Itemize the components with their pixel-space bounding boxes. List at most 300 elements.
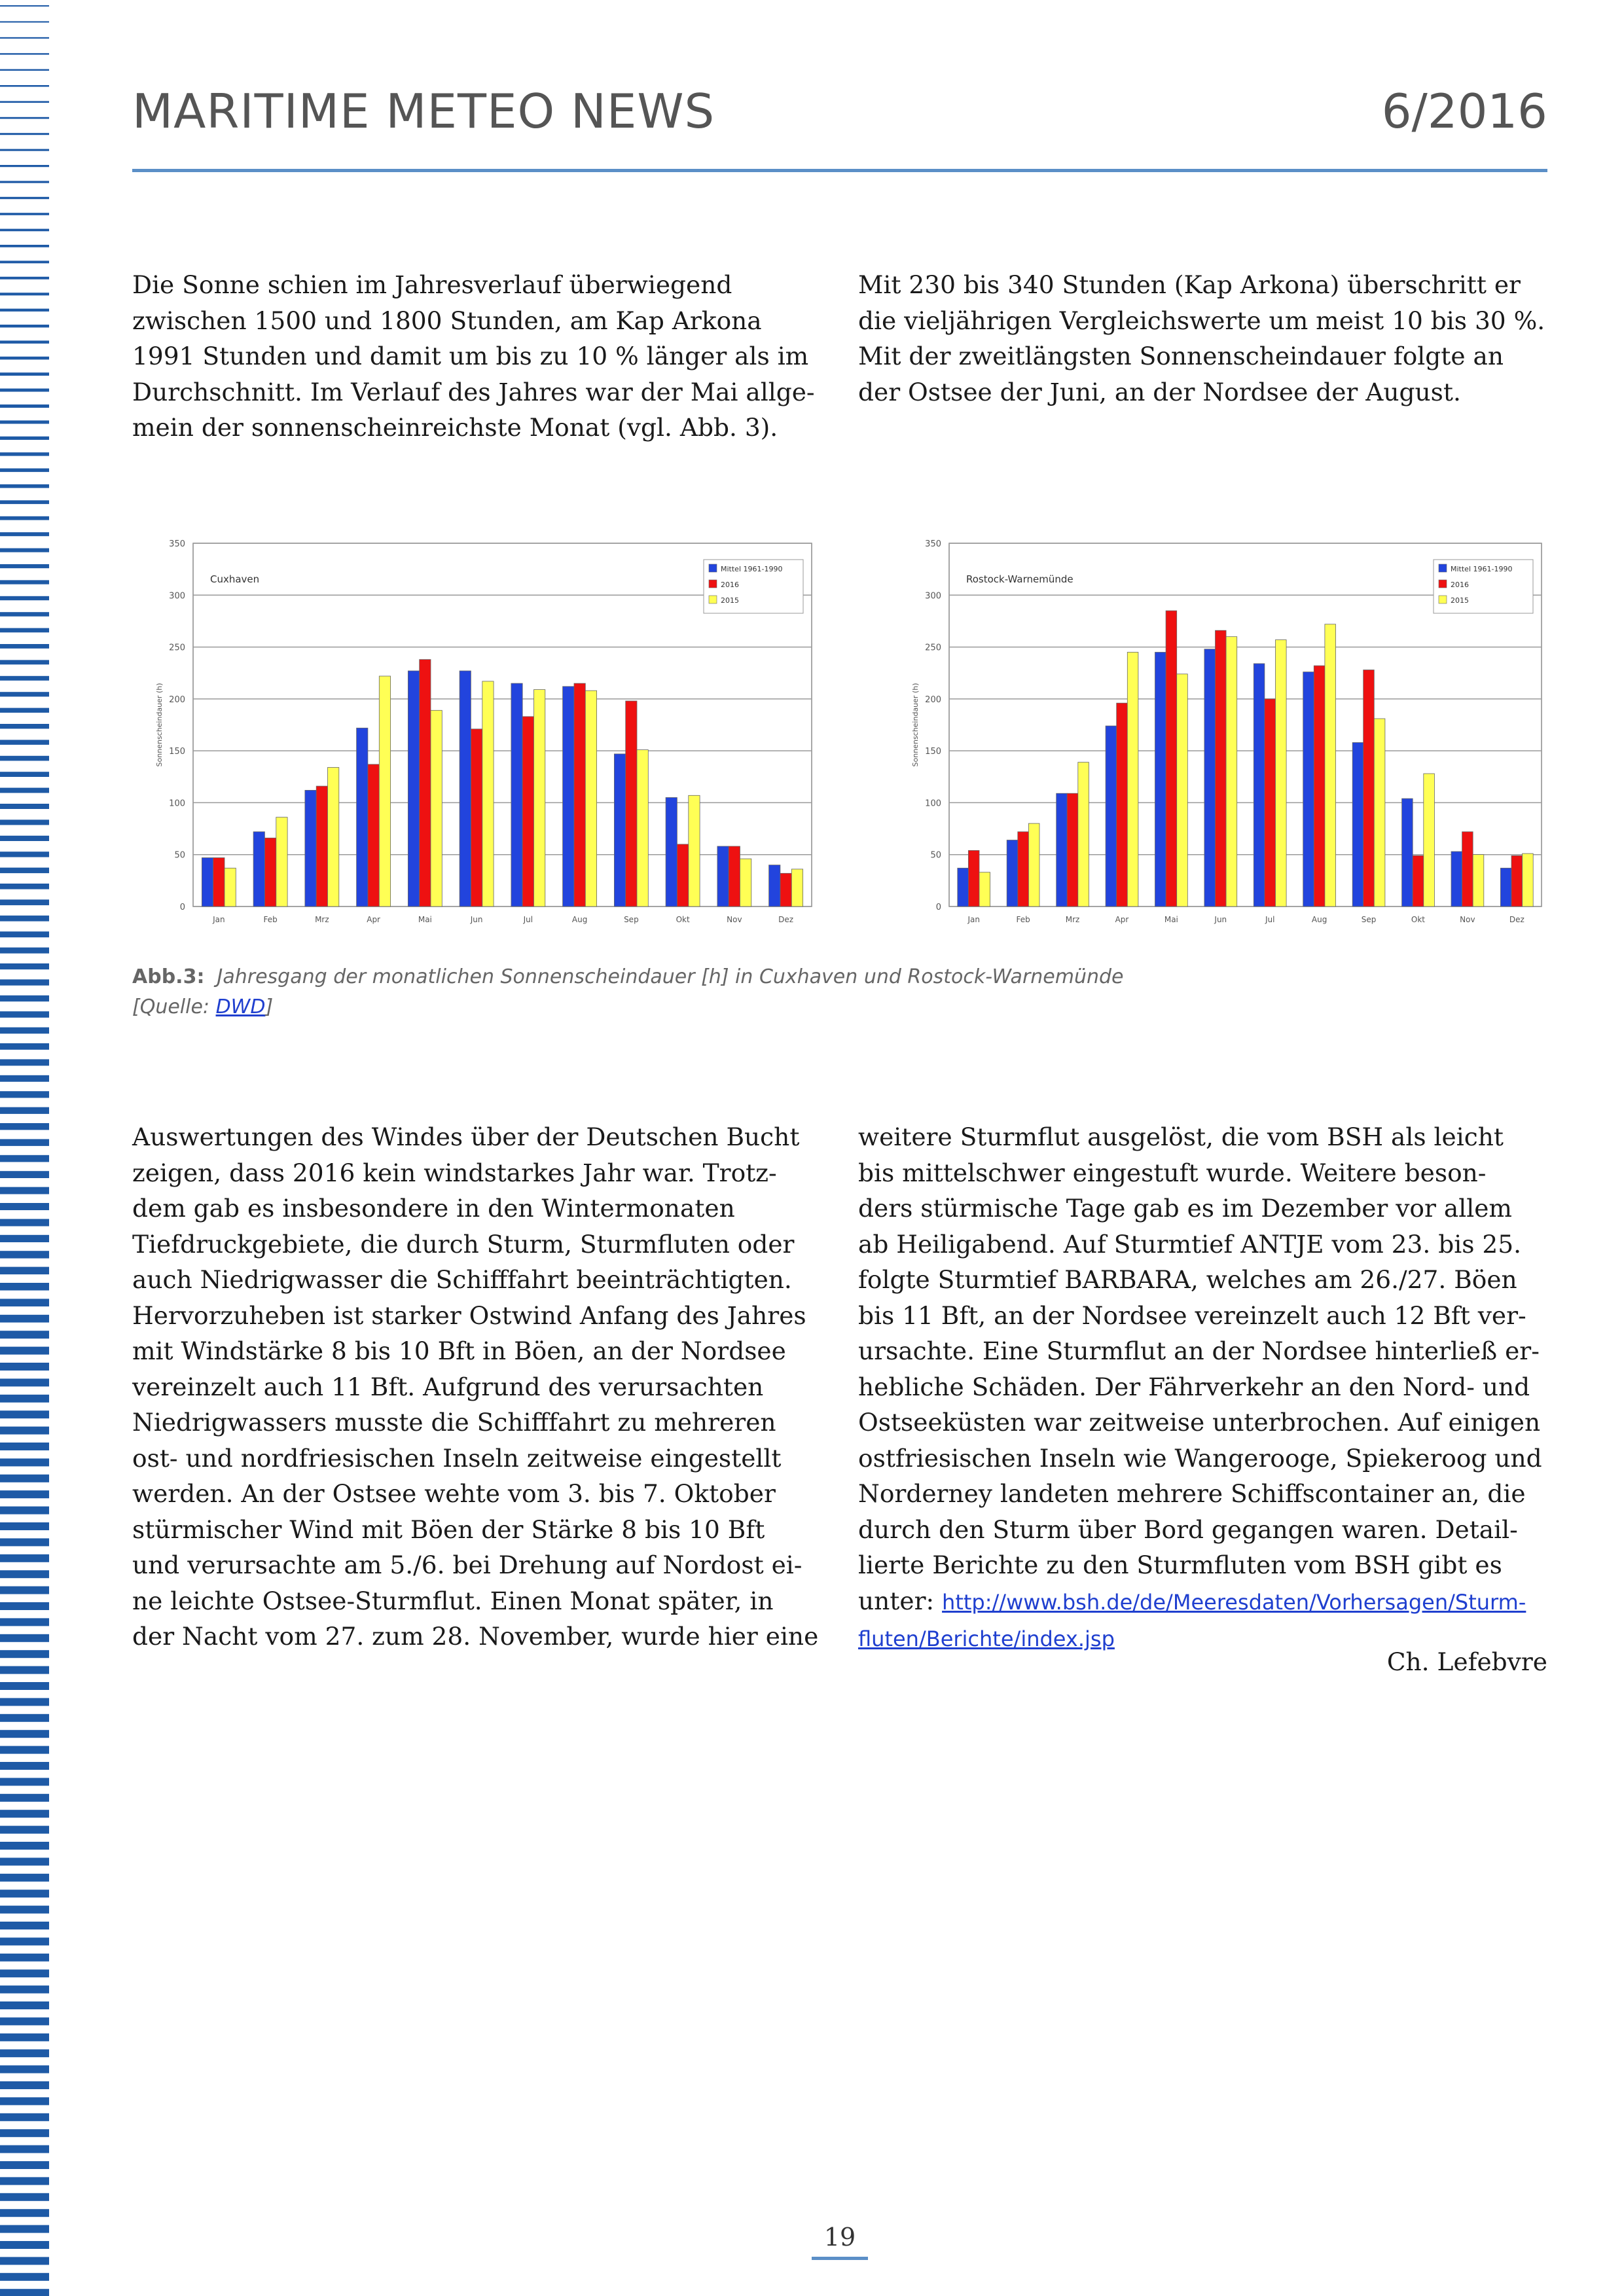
paragraph-line: ursachte. Eine Sturmflut an der Nordsee hinterließ er- bbox=[858, 1336, 1540, 1365]
paragraph-line: ost- und nordfriesischen Inseln zeitweise eingestellt bbox=[132, 1443, 782, 1473]
paragraph-line: Ostseeküsten war zeitweise unterbrochen. Auf einigen bbox=[858, 1408, 1541, 1437]
stripe-bar bbox=[0, 852, 49, 857]
stripe-bar bbox=[0, 1187, 49, 1194]
caption-source-suffix: ] bbox=[265, 996, 274, 1018]
stripe-bar bbox=[0, 740, 49, 745]
stripe-bar bbox=[0, 548, 49, 552]
stripe-bar bbox=[0, 117, 49, 119]
y-tick-label: 50 bbox=[930, 850, 941, 861]
bar-mittel bbox=[460, 671, 471, 906]
bar-2016 bbox=[1314, 666, 1325, 906]
stripe-bar bbox=[0, 452, 49, 456]
stripe-bar bbox=[0, 2097, 49, 2105]
paragraph-line: ostfriesischen Inseln wie Wangerooge, Spiekeroog und bbox=[858, 1443, 1542, 1473]
bar-2015 bbox=[328, 768, 339, 907]
y-tick-label: 250 bbox=[169, 643, 185, 653]
y-tick-label: 350 bbox=[169, 539, 185, 549]
bar-mittel bbox=[1204, 649, 1216, 906]
bar-2015 bbox=[1374, 719, 1385, 906]
stripe-bar bbox=[0, 2017, 49, 2025]
stripe-bar bbox=[0, 357, 49, 360]
stripe-bar bbox=[0, 5, 49, 7]
stripe-bar bbox=[0, 1698, 49, 1706]
bar-2015 bbox=[1424, 774, 1435, 906]
stripe-bar bbox=[0, 916, 49, 922]
bar-2015 bbox=[1276, 640, 1287, 907]
bar-2015 bbox=[225, 868, 236, 906]
stripe-bar bbox=[0, 1890, 49, 1897]
bar-2015 bbox=[534, 690, 545, 906]
bsh-stormflood-link-continued[interactable]: fluten/Berichte/index.jsp bbox=[858, 1626, 1115, 1651]
chart-cuxhaven bbox=[141, 524, 821, 933]
bar-2016 bbox=[1511, 855, 1523, 906]
bar-2016 bbox=[1413, 855, 1424, 906]
stripe-bar bbox=[0, 133, 49, 135]
bar-mittel bbox=[1106, 726, 1117, 906]
x-tick-label: Jul bbox=[1265, 915, 1275, 924]
stripe-bar bbox=[0, 2241, 49, 2249]
stripe-bar bbox=[0, 1043, 49, 1050]
stripe-bar bbox=[0, 1028, 49, 1034]
stripe-bar bbox=[0, 1123, 49, 1130]
stripe-bar bbox=[0, 1554, 49, 1562]
stripe-bar bbox=[0, 1395, 49, 1403]
caption-text: Jahresgang der monatlichen Sonnenscheindauer [h] in Cuxhaven und Rostock-Warnemünde bbox=[217, 965, 1124, 988]
bar-mittel bbox=[1500, 868, 1511, 906]
bar-2015 bbox=[740, 859, 751, 906]
paragraph-line: lierte Berichte zu den Sturmfluten vom BSH gibt es bbox=[858, 1551, 1502, 1579]
stripe-bar bbox=[0, 1969, 49, 1977]
paragraph-line: folgte Sturmtief BARBARA, welches am 26./27. Böen bbox=[858, 1265, 1517, 1294]
legend-swatch bbox=[1439, 596, 1447, 603]
issue-number: 6/2016 bbox=[1381, 84, 1547, 139]
y-axis-label: Sonnenscheindauer (h) bbox=[911, 683, 920, 767]
paragraph-line: durch den Sturm über Bord gegangen waren. Detail- bbox=[858, 1515, 1518, 1544]
paragraph-line: und verursachte am 5./6. bei Drehung auf Nordost ei- bbox=[132, 1551, 803, 1579]
y-tick-label: 0 bbox=[935, 903, 941, 912]
stripe-bar bbox=[0, 1937, 49, 1945]
x-tick-label: Dez bbox=[1509, 915, 1525, 924]
stripe-bar bbox=[0, 1139, 49, 1146]
stripe-bar bbox=[0, 948, 49, 954]
stripe-bar bbox=[0, 1954, 49, 1962]
stripe-bar bbox=[0, 1587, 49, 1594]
x-tick-label: Apr bbox=[1115, 915, 1129, 924]
legend-label: Mittel 1961-1990 bbox=[721, 565, 783, 573]
paragraph-line: Mit der zweitlängsten Sonnenscheindauer folgte an bbox=[858, 342, 1504, 370]
bar-mittel bbox=[357, 728, 368, 906]
stripe-bar bbox=[0, 1171, 49, 1178]
legend-label: 2016 bbox=[721, 581, 739, 589]
caption-label: Abb.3: bbox=[132, 965, 205, 988]
page-number: 19 bbox=[823, 2223, 856, 2251]
paragraph-line: vereinzelt auch 11 Bft. Aufgrund des verursachten bbox=[132, 1372, 764, 1401]
stripe-bar bbox=[0, 181, 49, 183]
stripe-bar bbox=[0, 996, 49, 1001]
bar-2015 bbox=[1078, 762, 1089, 906]
bar-mittel bbox=[305, 790, 316, 906]
x-tick-label: Okt bbox=[1411, 915, 1426, 924]
stripe-bar bbox=[0, 660, 49, 664]
y-tick-label: 0 bbox=[179, 903, 185, 912]
stripe-bar bbox=[0, 2209, 49, 2217]
stripe-bar bbox=[0, 1682, 49, 1690]
x-tick-label: Jan bbox=[967, 915, 980, 924]
stripe-bar bbox=[0, 1347, 49, 1355]
x-tick-label: Mrz bbox=[1065, 915, 1080, 924]
paragraph-line: ders stürmische Tage gab es im Dezember vor allem bbox=[858, 1194, 1512, 1223]
stripe-bar bbox=[0, 2177, 49, 2185]
chart-title: Cuxhaven bbox=[210, 573, 260, 585]
stripe-bar bbox=[0, 963, 49, 969]
bar-mittel bbox=[1254, 664, 1265, 906]
stripe-bar bbox=[0, 1203, 49, 1210]
stripe-bar bbox=[0, 1475, 49, 1482]
paragraph-line: der Ostsee der Juni, an der Nordsee der August. bbox=[858, 377, 1461, 406]
stripe-bar bbox=[0, 1091, 49, 1098]
stripe-bar bbox=[0, 612, 49, 617]
paragraph-line: Tiefdruckgebiete, die durch Sturm, Sturmfluten oder bbox=[132, 1229, 795, 1259]
stripe-bar bbox=[0, 516, 49, 520]
y-tick-label: 200 bbox=[925, 694, 941, 705]
stripe-bar bbox=[0, 2193, 49, 2201]
stripe-bar bbox=[0, 2129, 49, 2137]
legend-swatch bbox=[709, 580, 717, 588]
decorative-stripe bbox=[0, 0, 49, 2296]
legend-swatch bbox=[1439, 564, 1447, 572]
paragraph-line: Norderney landeten mehrere Schiffscontainer an, die bbox=[858, 1479, 1526, 1508]
bar-2015 bbox=[791, 869, 803, 906]
stripe-bar bbox=[0, 676, 49, 681]
page-number-rule bbox=[812, 2257, 868, 2260]
bar-2016 bbox=[1067, 793, 1078, 906]
paragraph-line: zeigen, dass 2016 kein windstarkes Jahr war. Trotz- bbox=[132, 1158, 777, 1187]
stripe-bar bbox=[0, 165, 49, 167]
stripe-bar bbox=[0, 340, 49, 344]
paragraph-line: Hervorzuheben ist starker Ostwind Anfang des Jahres bbox=[132, 1300, 806, 1330]
x-tick-label: Okt bbox=[676, 915, 690, 924]
legend-label: 2015 bbox=[1451, 596, 1469, 605]
stripe-bar bbox=[0, 229, 49, 232]
bar-2016 bbox=[213, 858, 225, 907]
stripe-bar bbox=[0, 293, 49, 295]
paragraph-line: ab Heiligabend. Auf Sturmtief ANTJE vom 23. bis 25. bbox=[858, 1229, 1522, 1259]
stripe-bar bbox=[0, 2049, 49, 2057]
bar-mittel bbox=[769, 865, 780, 906]
x-tick-label: Mai bbox=[1164, 915, 1178, 924]
bar-2016 bbox=[316, 786, 327, 906]
stripe-bar bbox=[0, 1986, 49, 1994]
bsh-stormflood-link[interactable]: http://www.bsh.de/de/Meeresdaten/Vorhersagen/Sturm- bbox=[942, 1589, 1526, 1615]
stripe-bar bbox=[0, 1490, 49, 1498]
bar-2015 bbox=[379, 676, 390, 906]
stripe-bar bbox=[0, 1906, 49, 1914]
bar-mittel bbox=[1007, 840, 1018, 907]
x-tick-label: Aug bbox=[1311, 915, 1327, 924]
x-tick-label: Aug bbox=[571, 915, 588, 924]
bar-2015 bbox=[585, 691, 596, 906]
stripe-bar bbox=[0, 532, 49, 536]
bar-2016 bbox=[729, 846, 740, 906]
stripe-bar bbox=[0, 260, 49, 263]
paragraph-line: Die Sonne schien im Jahresverlauf überwiegend bbox=[132, 270, 732, 299]
y-tick-label: 200 bbox=[169, 694, 185, 705]
bar-2016 bbox=[522, 717, 533, 906]
stripe-bar bbox=[0, 1857, 49, 1865]
header-rule bbox=[132, 169, 1547, 172]
chart-title: Rostock-Warnemünde bbox=[966, 573, 1074, 585]
bar-2015 bbox=[637, 750, 648, 906]
paragraph-line: bis 11 Bft, an der Nordsee vereinzelt auch 12 Bft ver- bbox=[858, 1300, 1526, 1330]
bar-2015 bbox=[1473, 855, 1484, 906]
bar-2015 bbox=[276, 817, 287, 906]
stripe-bar bbox=[0, 500, 49, 504]
intro-text-right bbox=[858, 267, 1549, 410]
stripe-bar bbox=[0, 836, 49, 841]
bar-2015 bbox=[979, 872, 990, 906]
x-tick-label: Nov bbox=[1460, 915, 1475, 924]
bar-2016 bbox=[368, 764, 379, 906]
stripe-bar bbox=[0, 628, 49, 633]
paragraph-line: dem gab es insbesondere in den Wintermonaten bbox=[132, 1194, 735, 1223]
x-tick-label: Jun bbox=[1214, 915, 1227, 924]
intro-text-left bbox=[132, 267, 823, 446]
stripe-bar bbox=[0, 724, 49, 728]
paragraph-line: mit Windstärke 8 bis 10 Bft in Böen, an der Nordsee bbox=[132, 1336, 786, 1365]
stripe-bar bbox=[0, 1443, 49, 1450]
y-tick-label: 300 bbox=[169, 591, 185, 601]
stripe-bar bbox=[0, 2257, 49, 2265]
stripe-bar bbox=[0, 2113, 49, 2121]
x-tick-label: Apr bbox=[367, 915, 381, 924]
bar-2016 bbox=[1117, 703, 1128, 906]
stripe-bar bbox=[0, 1570, 49, 1578]
paragraph-line: hebliche Schäden. Der Fährverkehr an den Nord- und bbox=[858, 1372, 1530, 1401]
stripe-bar bbox=[0, 819, 49, 825]
stripe-bar bbox=[0, 772, 49, 777]
bar-2016 bbox=[1462, 832, 1473, 906]
x-tick-label: Feb bbox=[263, 915, 278, 924]
stripe-bar bbox=[0, 389, 49, 392]
bar-2016 bbox=[626, 701, 637, 906]
stripe-bar bbox=[0, 1011, 49, 1018]
paragraph-line: weitere Sturmflut ausgelöst, die vom BSH als leicht bbox=[858, 1122, 1504, 1151]
stripe-bar bbox=[0, 1650, 49, 1658]
bar-2016 bbox=[968, 850, 979, 906]
stripe-bar bbox=[0, 1331, 49, 1338]
paragraph-line: mein der sonnenscheinreichste Monat (vgl. Abb. 3). bbox=[132, 413, 778, 442]
bar-2015 bbox=[1226, 637, 1237, 906]
stripe-bar bbox=[0, 101, 49, 103]
y-tick-label: 300 bbox=[925, 591, 941, 601]
stripe-bar bbox=[0, 1522, 49, 1530]
x-tick-label: Sep bbox=[624, 915, 639, 924]
stripe-bar bbox=[0, 931, 49, 937]
stripe-bar bbox=[0, 644, 49, 649]
stripe-bar bbox=[0, 1730, 49, 1738]
bar-mittel bbox=[1303, 672, 1314, 906]
link-prefix: unter: bbox=[858, 1586, 943, 1615]
y-tick-label: 350 bbox=[925, 539, 941, 549]
y-tick-label: 150 bbox=[925, 747, 941, 757]
y-tick-label: 250 bbox=[925, 643, 941, 653]
bar-mittel bbox=[563, 687, 574, 906]
stripe-bar bbox=[0, 1666, 49, 1674]
bar-2015 bbox=[1325, 624, 1336, 906]
stripe-bar bbox=[0, 2225, 49, 2233]
stripe-bar bbox=[0, 1059, 49, 1066]
stripe-bar bbox=[0, 245, 49, 247]
stripe-bar bbox=[0, 2289, 49, 2296]
stripe-bar bbox=[0, 596, 49, 600]
bar-mittel bbox=[614, 754, 625, 906]
stripe-bar bbox=[0, 404, 49, 408]
stripe-bar bbox=[0, 1107, 49, 1114]
bar-2016 bbox=[1018, 832, 1029, 906]
paragraph-line: werden. An der Ostsee wehte vom 3. bis 7. Oktober bbox=[132, 1479, 776, 1508]
paragraph-line: Durchschnitt. Im Verlauf des Jahres war der Mai allge- bbox=[132, 377, 815, 406]
paragraph-line: stürmischer Wind mit Böen der Stärke 8 bis 10 Bft bbox=[132, 1515, 765, 1544]
newsletter-title: MARITIME METEO NEWS bbox=[132, 84, 715, 139]
paragraph-line: Niedrigwassers musste die Schifffahrt zu mehreren bbox=[132, 1408, 776, 1437]
legend-label: 2016 bbox=[1451, 581, 1469, 589]
y-tick-label: 50 bbox=[174, 850, 185, 861]
bar-mittel bbox=[511, 683, 522, 906]
legend-swatch bbox=[709, 564, 717, 572]
stripe-bar bbox=[0, 21, 49, 22]
stripe-bar bbox=[0, 1235, 49, 1242]
stripe-bar bbox=[0, 1155, 49, 1162]
stripe-bar bbox=[0, 1842, 49, 1850]
author: Ch. Lefebvre bbox=[1386, 1647, 1547, 1676]
stripe-bar bbox=[0, 1810, 49, 1818]
x-tick-label: Jan bbox=[213, 915, 225, 924]
stripe-bar bbox=[0, 868, 49, 874]
bar-2015 bbox=[1177, 674, 1188, 906]
y-tick-label: 150 bbox=[169, 747, 185, 757]
stripe-bar bbox=[0, 1267, 49, 1275]
stripe-bar bbox=[0, 1219, 49, 1226]
stripe-bar bbox=[0, 85, 49, 87]
x-tick-label: Feb bbox=[1016, 915, 1030, 924]
stripe-bar bbox=[0, 2034, 49, 2041]
legend-label: 2015 bbox=[721, 596, 739, 605]
bar-mittel bbox=[1056, 793, 1068, 906]
stripe-bar bbox=[0, 2161, 49, 2169]
stripe-bar bbox=[0, 708, 49, 713]
bar-2015 bbox=[1127, 653, 1138, 907]
stripe-bar bbox=[0, 979, 49, 985]
stripe-bar bbox=[0, 37, 49, 39]
paragraph-line: 1991 Stunden und damit um bis zu 10 % länger als im bbox=[132, 342, 809, 370]
caption-source-prefix: [Quelle: bbox=[132, 996, 216, 1018]
bar-2015 bbox=[431, 710, 442, 906]
figure-caption bbox=[132, 962, 1124, 1022]
legend-label: Mittel 1961-1990 bbox=[1451, 565, 1513, 573]
bar-2016 bbox=[1363, 670, 1375, 907]
stripe-bar bbox=[0, 1363, 49, 1371]
bar-mittel bbox=[253, 832, 264, 906]
bar-2016 bbox=[574, 683, 585, 906]
paragraph-line: der Nacht vom 27. zum 28. November, wurde hier eine bbox=[132, 1622, 819, 1651]
stripe-bar bbox=[0, 1602, 49, 1610]
bar-mittel bbox=[717, 846, 729, 906]
x-tick-label: Mrz bbox=[315, 915, 329, 924]
stripe-bar bbox=[0, 2273, 49, 2281]
stripe-bar bbox=[0, 1618, 49, 1626]
stripe-bar bbox=[0, 1746, 49, 1754]
x-tick-label: Jun bbox=[470, 915, 483, 924]
stripe-bar bbox=[0, 53, 49, 54]
y-tick-label: 100 bbox=[169, 798, 185, 809]
stripe-bar bbox=[0, 2145, 49, 2153]
bar-2016 bbox=[265, 838, 276, 906]
stripe-bar bbox=[0, 580, 49, 584]
stripe-bar bbox=[0, 1299, 49, 1306]
wind-text-right bbox=[858, 1119, 1549, 1657]
y-axis-label: Sonnenscheindauer (h) bbox=[155, 683, 164, 767]
paragraph-line: bis mittelschwer eingestuft wurde. Weitere beson- bbox=[858, 1158, 1487, 1187]
stripe-bar bbox=[0, 692, 49, 696]
x-tick-label: Nov bbox=[727, 915, 742, 924]
paragraph-line: Mit 230 bis 340 Stunden (Kap Arkona) überschritt er bbox=[858, 270, 1521, 299]
bar-mittel bbox=[1451, 852, 1462, 906]
stripe-bar bbox=[0, 1826, 49, 1834]
bar-2016 bbox=[471, 729, 482, 906]
wind-text-right-lines bbox=[858, 1119, 1549, 1583]
bar-2016 bbox=[677, 844, 689, 906]
stripe-bar bbox=[0, 1634, 49, 1642]
legend-swatch bbox=[709, 596, 717, 603]
stripe-bar bbox=[0, 804, 49, 809]
bar-2016 bbox=[1216, 630, 1227, 906]
stripe-bar bbox=[0, 309, 49, 312]
bar-mittel bbox=[666, 798, 677, 907]
stripe-bar bbox=[0, 1283, 49, 1291]
bar-2016 bbox=[420, 660, 431, 906]
x-tick-label: Dez bbox=[778, 915, 794, 924]
stripe-bar bbox=[0, 149, 49, 151]
stripe-bar bbox=[0, 1538, 49, 1546]
stripe-bar bbox=[0, 469, 49, 473]
stripe-bar bbox=[0, 1507, 49, 1515]
stripe-bar bbox=[0, 1874, 49, 1882]
stripe-bar bbox=[0, 756, 49, 761]
stripe-bar bbox=[0, 1315, 49, 1323]
stripe-bar bbox=[0, 899, 49, 905]
bar-2015 bbox=[482, 681, 494, 906]
stripe-bar bbox=[0, 1778, 49, 1785]
stripe-bar bbox=[0, 1714, 49, 1722]
dwd-source-link[interactable]: DWD bbox=[215, 996, 266, 1018]
stripe-bar bbox=[0, 420, 49, 423]
paragraph-line: ne leichte Ostsee-Sturmflut. Einen Monat später, in bbox=[132, 1586, 774, 1615]
stripe-bar bbox=[0, 1922, 49, 1929]
stripe-bar bbox=[0, 437, 49, 440]
bar-mittel bbox=[1155, 653, 1166, 907]
stripe-bar bbox=[0, 2081, 49, 2089]
bar-mittel bbox=[408, 671, 419, 906]
stripe-bar bbox=[0, 1427, 49, 1435]
bar-mittel bbox=[958, 868, 969, 906]
bar-2016 bbox=[1265, 699, 1276, 906]
bar-2015 bbox=[689, 795, 700, 906]
stripe-bar bbox=[0, 1251, 49, 1258]
stripe-bar bbox=[0, 2066, 49, 2073]
bar-2015 bbox=[1028, 823, 1039, 906]
paragraph-line: Auswertungen des Windes über der Deutschen Bucht bbox=[132, 1122, 800, 1151]
bar-mittel bbox=[1352, 743, 1363, 907]
